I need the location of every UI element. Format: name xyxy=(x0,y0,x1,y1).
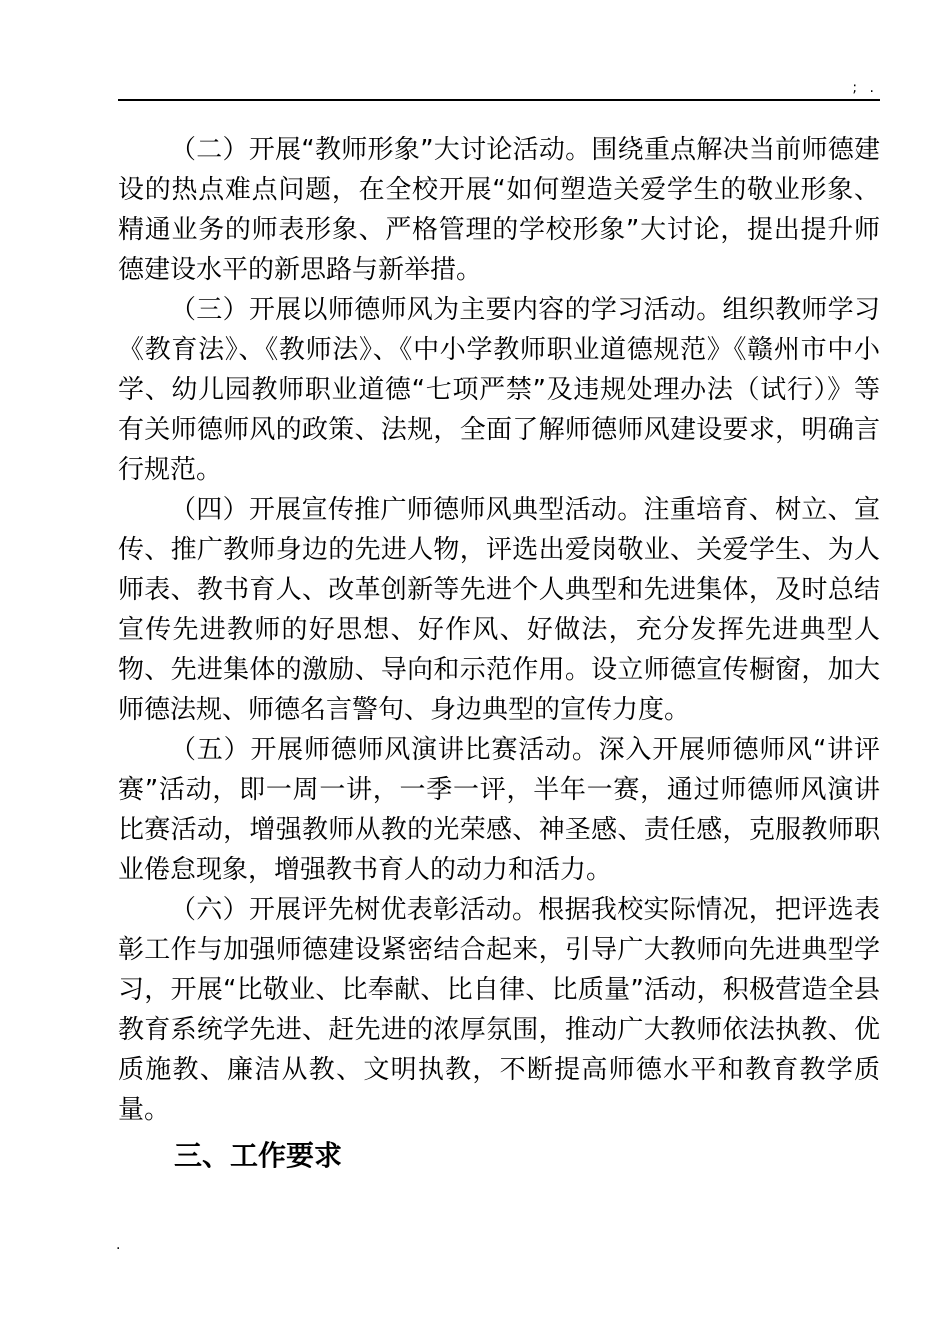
footer-mark: . xyxy=(116,1237,121,1253)
header-rule xyxy=(118,99,880,101)
paragraph-teacher-image-discussion: （二）开展“教师形象”大讨论活动。围绕重点解决当前师德建设的热点难点问题，在全校开展“如何塑造关爱学生的敬业形象、精通业务的师表形象、严格管理的学校形象”大讨论，提出提升师德建设水平的新思路与新举措。 xyxy=(118,135,880,285)
section-heading: 三、工作要求 xyxy=(174,1139,343,1172)
paragraph-speech-contest: （五）开展师德师风演讲比赛活动。深入开展师德师风“讲评赛”活动，即一周一讲，一季一评，半年一赛，通过师德师风演讲比赛活动，增强教师从教的光荣感、神圣感、责任感，克服教师职业倦怠现象，增强教书育人的动力和活力。 xyxy=(118,735,880,885)
paragraph-promote-models: （四）开展宣传推广师德师风典型活动。注重培育、树立、宣传、推广教师身边的先进人物，评选出爱岗敬业、关爱学生、为人师表、教书育人、改革创新等先进个人典型和先进集体，及时总结宣传先进教师的好思想、好作风、好做法，充分发挥先进典型人物、先进集体的激励、导向和示范作用。设立师德宣传橱窗，加大师德法规、师德名言警句、身边典型的宣传力度。 xyxy=(118,495,880,725)
paragraph-commendation: （六）开展评先树优表彰活动。根据我校实际情况，把评选表彰工作与加强师德建设紧密结合起来，引导广大教师向先进典型学习，开展“比敬业、比奉献、比自律、比质量”活动，积极营造全县教育系统学先进、赶先进的浓厚氛围，推动广大教师依法执教、优质施教、廉洁从教、文明执教，不断提高师德水平和教育教学质量。 xyxy=(118,895,880,1125)
paragraph-study-activities: （三）开展以师德师风为主要内容的学习活动。组织教师学习《教育法》、《教师法》、《中小学教师职业道德规范》《赣州市中小学、幼儿园教师职业道德“七项严禁”及违规处理办法（试行）》等有关师德师风的政策、法规，全面了解师德师风建设要求，明确言行规范。 xyxy=(118,295,880,485)
document-body xyxy=(118,130,880,1178)
header-mark: ; . xyxy=(852,80,878,96)
